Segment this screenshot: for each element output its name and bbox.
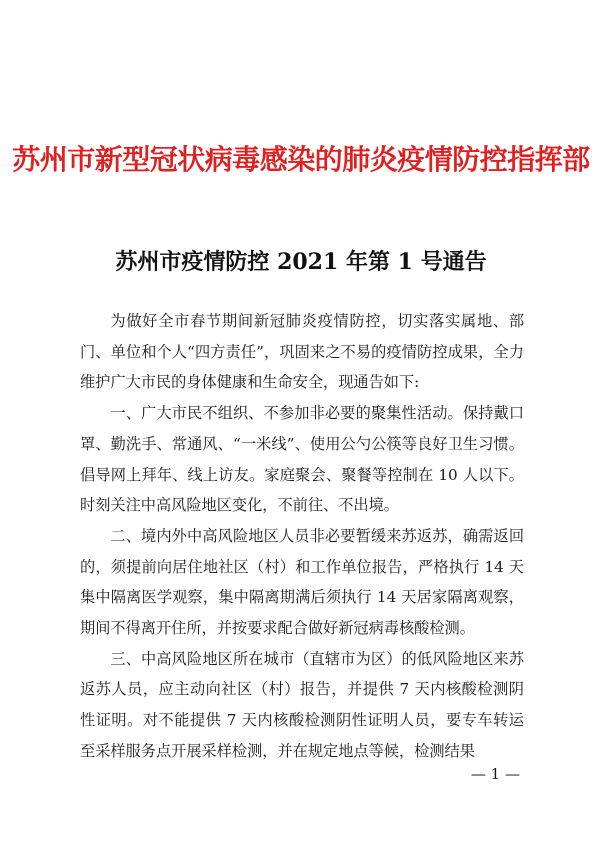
issuing-authority-header <box>0 140 602 180</box>
page-number: — 1 — <box>470 765 520 783</box>
issuer-name: 苏州市新型冠状病毒感染的肺炎疫情防控指挥部 <box>12 143 590 176</box>
notice-body <box>80 306 524 767</box>
clause-1-paragraph: 一、广大市民不组织、不参加非必要的聚集性活动。保持戴口罩、勤洗手、常通风、“一米线”、使用公勺公筷等良好卫生习惯。倡导网上拜年、线上访友。家庭聚会、聚餐等控制在 10 人以下。时刻关注中高风险地区变化，不前往、不出境。 <box>80 404 524 515</box>
clause-2-paragraph: 二、境内外中高风险地区人员非必要暂缓来苏返苏，确需返回的，须提前向居住地社区（村）和工作单位报告，严格执行 14 天集中隔离医学观察，集中隔离期满后须执行 14 天居家隔离观察，期间不得离开住所，并按要求配合做好新冠病毒核酸检测。 <box>80 526 524 638</box>
notice-title: 苏州市疫情防控 2021 年第 1 号通告 <box>115 249 487 275</box>
clause-3-paragraph: 三、中高风险地区所在城市（直辖市为区）的低风险地区来苏返苏人员，应主动向社区（村）报告，并提供 7 天内核酸检测阴性证明。对不能提供 7 天内核酸检测阴性证明人员，要专车转运至采样服务点开展采样检测，并在规定地点等候，检测结果 <box>80 649 524 760</box>
intro-paragraph: 为做好全市春节期间新冠肺炎疫情防控，切实落实属地、部门、单位和个人“四方责任”，巩固来之不易的疫情防控成果，全力维护广大市民的身体健康和生命安全，现通告如下: <box>80 312 524 392</box>
